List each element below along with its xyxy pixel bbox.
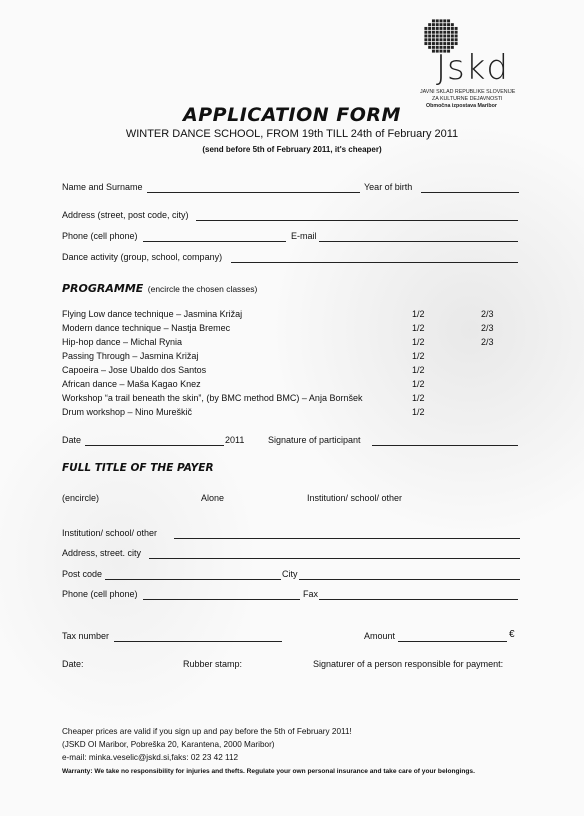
logo-grid-cell bbox=[436, 38, 439, 41]
logo-grid-cell bbox=[455, 38, 458, 41]
logo-line-1: JAVNI SKLAD REPUBLIKE SLOVENIJE bbox=[420, 89, 516, 95]
logo-grid-cell bbox=[447, 31, 450, 34]
logo-grid-cell bbox=[440, 35, 443, 38]
class-name: Flying Low dance technique – Jasmina Križaj bbox=[62, 309, 243, 319]
logo-grid-cell bbox=[440, 42, 443, 45]
logo-grid-cell bbox=[440, 19, 443, 22]
logo-grid-cell bbox=[436, 23, 439, 26]
logo-grid-cell bbox=[451, 31, 454, 34]
logo-grid-cell bbox=[428, 27, 431, 30]
footer-line-1: Cheaper prices are valid if you sign up and pay before the 5th of February 2011! bbox=[62, 727, 352, 736]
payer-date-label: Date: bbox=[62, 659, 84, 669]
logo-grid-cell bbox=[432, 35, 435, 38]
footer-line-2: (JSKD OI Maribor, Pobreška 20, Karantena, 2000 Maribor) bbox=[62, 740, 275, 749]
institution-label: Institution/ school/ other bbox=[62, 528, 158, 538]
date-field[interactable] bbox=[85, 445, 224, 446]
footer-line-3: e-mail: minka.veselic@jskd.si,faks: 02 23 42 112 bbox=[62, 753, 239, 762]
logo-grid-cell bbox=[424, 35, 427, 38]
logo-grid-cell bbox=[432, 38, 435, 41]
option-institution[interactable]: Institution/ school/ other bbox=[307, 493, 403, 503]
programme-note: (encircle the chosen classes) bbox=[147, 284, 258, 294]
address-label: Address (street, post code, city) bbox=[62, 210, 189, 220]
logo-grid-cell bbox=[424, 27, 427, 30]
logo-grid-cell bbox=[447, 19, 450, 22]
encircle-label: (encircle) bbox=[62, 493, 100, 503]
class-option-1-2[interactable]: 1/2 bbox=[412, 407, 425, 417]
class-option-1-2[interactable]: 1/2 bbox=[412, 323, 425, 333]
logo-grid-cell bbox=[440, 38, 443, 41]
email-field[interactable] bbox=[319, 241, 518, 242]
logo-grid-cell bbox=[436, 31, 439, 34]
logo-grid-cell bbox=[432, 31, 435, 34]
logo-line-3: Območna izpostava Maribor bbox=[426, 103, 497, 109]
logo-grid-cell bbox=[432, 23, 435, 26]
payer-address-label: Address, street. city bbox=[62, 548, 142, 558]
postcode-field[interactable] bbox=[105, 579, 281, 580]
activity-field[interactable] bbox=[231, 262, 518, 263]
form-title: APPLICATION FORM bbox=[183, 104, 401, 126]
date-year: 2011 bbox=[225, 435, 245, 445]
fax-label: Fax bbox=[303, 589, 319, 599]
logo-grid-cell bbox=[455, 42, 458, 45]
class-option-1-2[interactable]: 1/2 bbox=[412, 365, 425, 375]
phone-label: Phone (cell phone) bbox=[62, 231, 138, 241]
logo-grid-cell bbox=[451, 27, 454, 30]
logo-grid-cell bbox=[443, 19, 446, 22]
logo-grid-cell bbox=[455, 31, 458, 34]
class-option-2-3[interactable]: 2/3 bbox=[481, 337, 494, 347]
class-option-1-2[interactable]: 1/2 bbox=[412, 351, 425, 361]
logo-grid-cell bbox=[455, 27, 458, 30]
tax-label: Tax number bbox=[62, 631, 110, 641]
logo-grid-cell bbox=[428, 35, 431, 38]
class-name: Workshop “a trail beneath the skin”, (by BMC method BMC) – Anja Bornšek bbox=[62, 393, 363, 403]
programme-heading: PROGRAMME bbox=[62, 282, 144, 295]
email-label: E-mail bbox=[291, 231, 317, 241]
payer-signature-label: Signaturer of a person responsible for payment: bbox=[313, 659, 504, 669]
option-alone[interactable]: Alone bbox=[201, 493, 225, 503]
payer-address-field[interactable] bbox=[149, 558, 520, 559]
logo-grid-cell bbox=[451, 35, 454, 38]
logo-grid-cell bbox=[424, 42, 427, 45]
logo-line-2: ZA KULTURNE DEJAVNOSTI bbox=[432, 96, 503, 102]
class-option-1-2[interactable]: 1/2 bbox=[412, 393, 425, 403]
class-name: Hip-hop dance – Michal Rynia bbox=[62, 337, 183, 347]
logo-grid-cell bbox=[432, 19, 435, 22]
birth-year-field[interactable] bbox=[421, 192, 519, 193]
logo-grid-cell bbox=[447, 35, 450, 38]
logo-grid-cell bbox=[428, 42, 431, 45]
logo-grid-cell bbox=[440, 31, 443, 34]
logo-grid-cell bbox=[440, 27, 443, 30]
logo-grid-cell bbox=[447, 23, 450, 26]
city-field[interactable] bbox=[299, 579, 520, 580]
logo-grid-cell bbox=[432, 27, 435, 30]
class-name: Capoeira – Jose Ubaldo dos Santos bbox=[62, 365, 207, 375]
logo-grid-cell bbox=[451, 42, 454, 45]
institution-field[interactable] bbox=[174, 538, 520, 539]
birth-year-label: Year of birth bbox=[364, 182, 413, 192]
logo-grid-cell bbox=[428, 31, 431, 34]
date-label: Date bbox=[62, 435, 82, 445]
logo-grid-cell bbox=[436, 19, 439, 22]
logo-grid-cell bbox=[443, 23, 446, 26]
warranty-text: Warranty: We take no responsibility for injuries and thefts. Regulate your own personal insurance and take care of your belongings. bbox=[62, 768, 475, 775]
programme-heading-row bbox=[62, 279, 257, 297]
logo-grid-cell bbox=[436, 42, 439, 45]
logo-grid-cell bbox=[455, 35, 458, 38]
fax-field[interactable] bbox=[319, 599, 518, 600]
class-name: Drum workshop – Nino Mureškič bbox=[62, 407, 193, 417]
postcode-label: Post code bbox=[62, 569, 103, 579]
logo-grid-cell bbox=[432, 50, 435, 53]
name-field[interactable] bbox=[147, 192, 360, 193]
amount-label: Amount bbox=[364, 631, 396, 641]
address-field[interactable] bbox=[196, 220, 518, 221]
logo-grid-cell bbox=[443, 31, 446, 34]
logo-grid-cell bbox=[451, 38, 454, 41]
logo-grid-cell bbox=[432, 42, 435, 45]
logo-grid-cell bbox=[443, 27, 446, 30]
class-option-1-2[interactable]: 1/2 bbox=[412, 337, 425, 347]
logo-grid-cell bbox=[432, 46, 435, 49]
amount-field[interactable] bbox=[398, 641, 507, 642]
class-option-1-2[interactable]: 1/2 bbox=[412, 309, 425, 319]
stamp-label: Rubber stamp: bbox=[183, 659, 243, 669]
class-option-2-3[interactable]: 2/3 bbox=[481, 323, 494, 333]
payer-phone-label: Phone (cell phone) bbox=[62, 589, 138, 599]
class-option-2-3[interactable]: 2/3 bbox=[481, 309, 494, 319]
logo-grid-cell bbox=[424, 38, 427, 41]
logo-grid-cell bbox=[447, 38, 450, 41]
participant-signature-label: Signature of participant bbox=[268, 435, 361, 445]
logo-grid-cell bbox=[428, 46, 431, 49]
activity-label: Dance activity (group, school, company) bbox=[62, 252, 223, 262]
payer-phone-field[interactable] bbox=[143, 599, 300, 600]
logo-grid-cell bbox=[443, 38, 446, 41]
payer-heading: FULL TITLE OF THE PAYER bbox=[62, 462, 214, 474]
participant-signature-field[interactable] bbox=[372, 445, 518, 446]
form-note: (send before 5th of February 2011, it's cheaper) bbox=[202, 145, 382, 154]
logo-grid-cell bbox=[424, 31, 427, 34]
phone-field[interactable] bbox=[143, 241, 286, 242]
name-label: Name and Surname bbox=[62, 182, 143, 192]
tax-field[interactable] bbox=[114, 641, 282, 642]
logo-grid-cell bbox=[443, 42, 446, 45]
logo-grid-cell bbox=[428, 38, 431, 41]
logo-wordmark: Jskd bbox=[436, 48, 510, 88]
form-subtitle: WINTER DANCE SCHOOL, FROM 19th TILL 24th of February 2011 bbox=[125, 128, 459, 140]
class-name: African dance – Maša Kagao Knez bbox=[62, 379, 201, 389]
logo-grid-cell bbox=[447, 27, 450, 30]
class-option-1-2[interactable]: 1/2 bbox=[412, 379, 425, 389]
city-label: City bbox=[282, 569, 298, 579]
logo-grid-cell bbox=[436, 27, 439, 30]
logo-grid-cell bbox=[447, 42, 450, 45]
class-name: Modern dance technique – Nastja Bremec bbox=[62, 323, 231, 333]
logo-grid-cell bbox=[440, 23, 443, 26]
logo-grid-cell bbox=[443, 35, 446, 38]
class-name: Passing Through – Jasmina Križaj bbox=[62, 351, 199, 361]
logo-grid-cell bbox=[451, 23, 454, 26]
logo-grid-cell bbox=[428, 23, 431, 26]
euro-symbol: € bbox=[509, 629, 515, 640]
logo-grid-cell bbox=[436, 35, 439, 38]
